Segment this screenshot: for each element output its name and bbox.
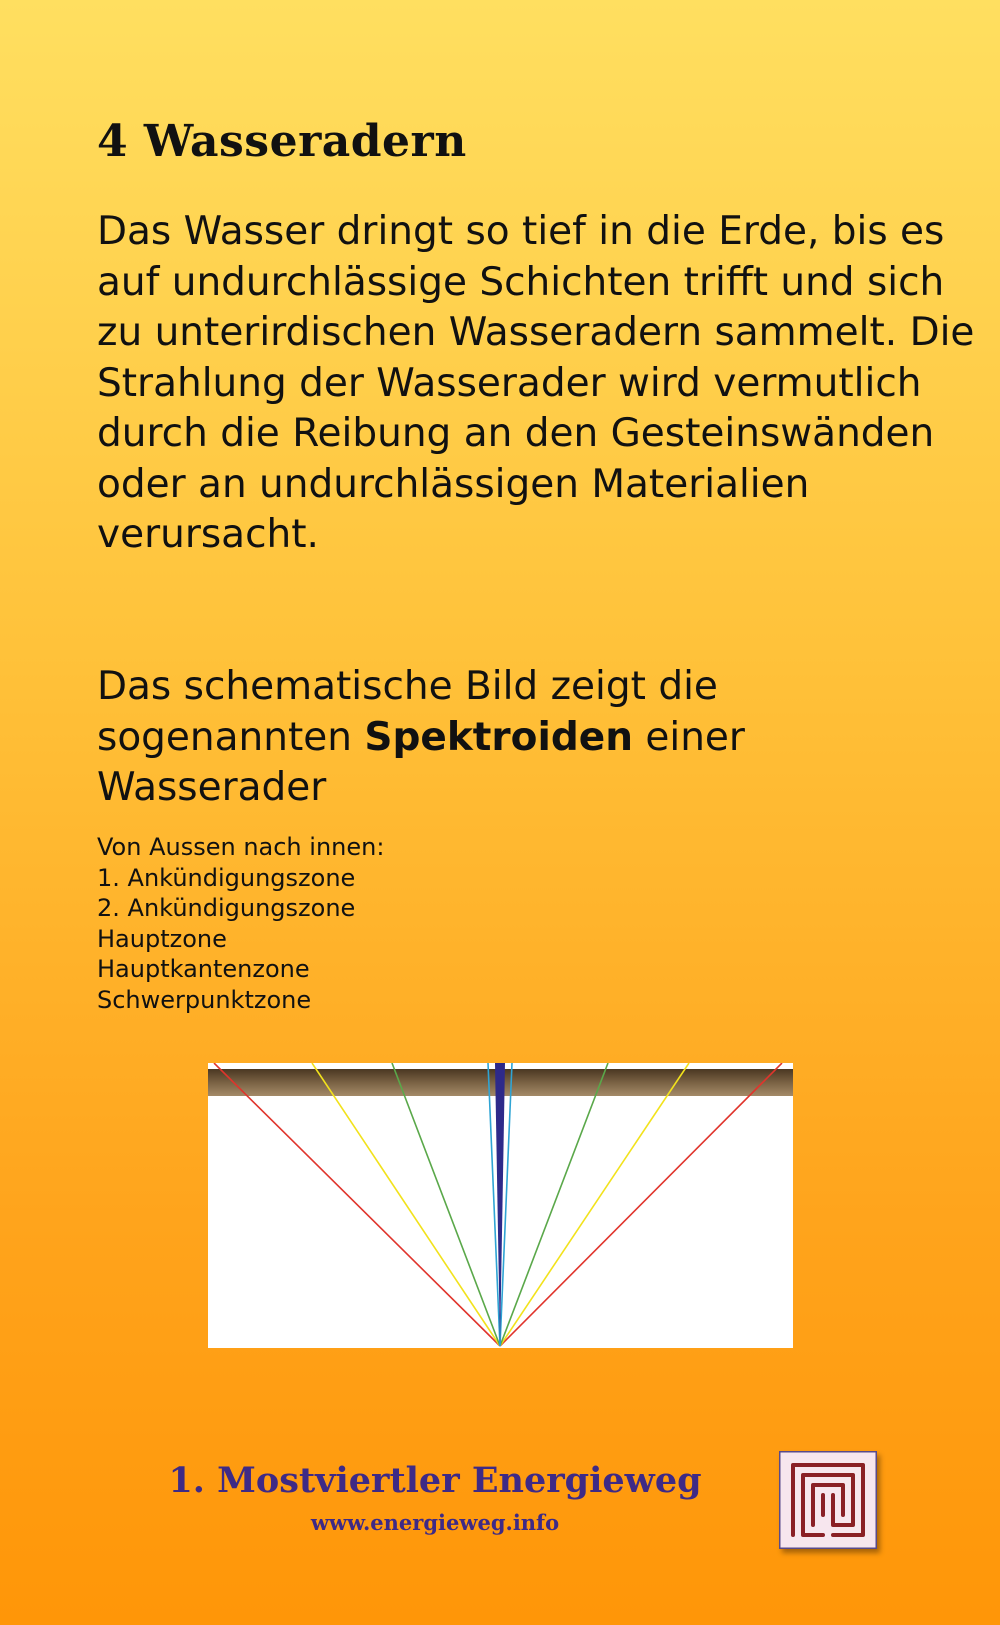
zone-list-heading: Von Aussen nach innen: (97, 833, 385, 861)
zone-item-4: Hauptkantenzone (97, 955, 310, 983)
labyrinth-logo-icon (779, 1451, 877, 1549)
footer-title: 1. Mostviertler Energieweg (168, 1460, 702, 1501)
zone-item-3: Hauptzone (97, 924, 227, 953)
spektroiden-diagram (208, 1063, 793, 1348)
zone-list (97, 832, 384, 1015)
description-bold-term: Spektroiden (364, 714, 633, 760)
page-title: 4 Wasseradern (97, 116, 467, 167)
zone-item-2: 2. Ankündigungszone (97, 894, 356, 922)
description-paragraph (97, 662, 977, 814)
intro-paragraph: Das Wasser dringt so tief in die Erde, bis es auf undurchlässige Schichten trifft und sich zu unterirdischen Wasseradern sammelt. Die Strahlung der Wasserader wird vermutlich durch die Reibung an den Gesteinswänden oder an undurchlässigen Materialien verursacht. (97, 209, 975, 557)
footer-url[interactable]: www.energieweg.info (310, 1510, 560, 1535)
description-text-start: Das schematische Bild zeigt die sogenannten (97, 664, 718, 760)
zone-item-5: Schwerpunktzone (97, 985, 312, 1014)
zone-item-1: 1. Ankündigungszone (97, 863, 356, 892)
description-text-end: einer Wasserader (97, 714, 745, 810)
